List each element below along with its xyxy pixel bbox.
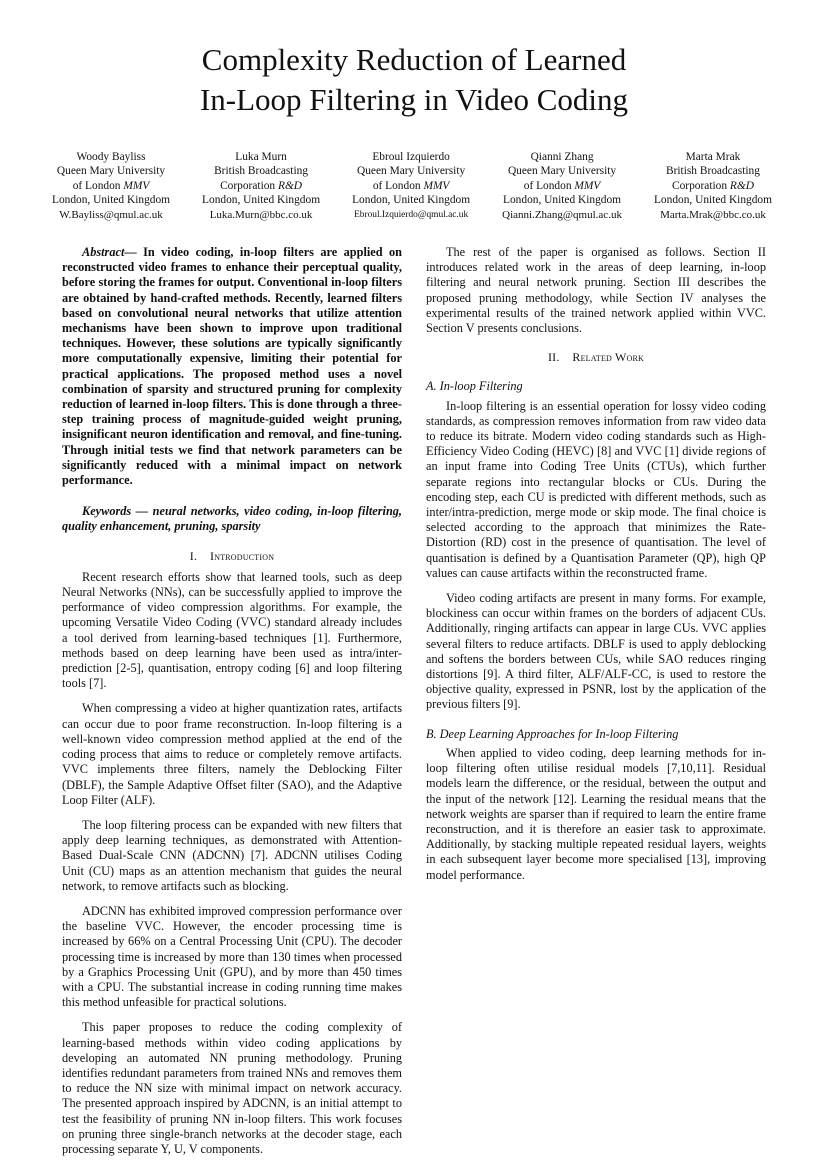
abstract: Abstract— In video coding, in-loop filters are applied on reconstructed video frames to enhance their perceptual quality, before storing the frames for output. Conventional in-loop filters are obtained by hand-crafted methods. Recently, learned filters based on convolutional neural networks that utilize attention mechanisms have been shown to improve upon traditional techniques. However, these solutions are typically significantly more computationally expensive, limiting their potential for practical applications. The proposed method uses a novel combination of sparsity and structured pruning for complexity reduction of learned in-loop filters. This is done through a three-step training process of magnitude-guided weight pruning, insignificant neuron identification and removal, and fine-tuning. Through initial tests we find that network parameters can be significantly reduced with a minimal impact on network performance. <box>62 245 402 488</box>
author-affiliation: Queen Mary University <box>507 165 617 178</box>
paper-title <box>0 40 828 120</box>
author-email[interactable]: Luka.Murn@bbc.co.uk <box>209 208 313 221</box>
author-3 <box>352 150 470 222</box>
left-column <box>62 245 402 1167</box>
intro-paragraph-5: This paper proposes to reduce the coding complexity of learning-based methods within video coding applications by developing an automated NN pruning methodology. Pruning identifies redundant parameters from trained NNs and removes them to reduce the NN size with minimal impact on network accuracy. The presented approach inspired by ADCNN, is an initial attempt to test the feasibility of pruning NN in-loop filters. This work focuses on pruning three single-branch networks at the decoder stage, each processing separate Y, U, V components. <box>62 1020 402 1156</box>
intro-paragraph-2: When compressing a video at higher quantization rates, artifacts can occur due to poor frame reconstruction. In-loop filtering is a well-known video compression method applied at the end of the coding process that aims to reduce or completely remove artifacts. VVC implements three filters, namely the Deblocking Filter (DBLF), the Sample Adaptive Offset filter (SAO), and the Adaptive Loop Filter (ALF). <box>62 701 402 807</box>
author-email[interactable]: Marta.Mrak@bbc.co.uk <box>660 208 766 221</box>
author-group: MMV <box>423 179 450 192</box>
author-name: Woody Bayliss <box>76 151 146 163</box>
author-affiliation-2: Corporation R&D <box>220 179 303 192</box>
subsection-heading-in-loop-filtering: A. In-loop Filtering <box>426 379 523 394</box>
in-loop-paragraph-2: Video coding artifacts are present in many forms. For example, blockiness can occur within frames on the borders of adjacent CUs. Additionally, ringing artifacts can appear in large CUs. VVC applies several filters to reduce artifacts. DBLF is used to apply deblocking and softens the borders between CUs, while SAO reduces ringing distortions [9]. A third filter, ALF/ALF-CC, is used to restore the objective quality, expressed in PSNR, lost by the application of the previous filters [9]. <box>426 591 766 712</box>
subsection-heading-deep-learning: B. Deep Learning Approaches for In-loop Filtering <box>426 726 679 741</box>
author-location: London, United Kingdom <box>352 194 471 207</box>
intro-paragraph-3: The loop filtering process can be expanded with new filters that apply deep learning techniques, as demonstrated with Attention-Based Dual-Scale CNN (ADCNN) [7]. ADCNN utilises Coding Unit (CU) maps as an attention mechanism that guides the neural network, to remove artifacts such as blocking. <box>62 817 402 893</box>
author-affiliation: Queen Mary University <box>56 165 166 178</box>
title-line-2: In-Loop Filtering in Video Coding <box>199 82 629 117</box>
author-name: Luka Murn <box>235 151 287 163</box>
keywords: Keywords — neural networks, video coding, in-loop filtering, quality enhancement, pruning, sparsity <box>62 504 402 534</box>
author-affiliation-2: Corporation R&D <box>672 179 754 192</box>
author-1 <box>52 150 170 222</box>
author-2 <box>202 150 320 222</box>
author-location: London, United Kingdom <box>202 194 321 207</box>
in-loop-paragraph-1: In-loop filtering is an essential operation for lossy video coding standards, as compression removes information from raw video data to reduce its bitrate. Modern video coding standards such as High-Efficiency Video Coding (HEVC) [8] and VVC [1] divide regions of an input frame into Coding Tree Units (CTUs), which further separate regions into rectangular blocks or CUs. During the encoding step, each CU is predicted with different methods, such as inter/intra-prediction, merge mode or skip mode. The final choice is selected according to the approach that minimizes the Rate-Distortion (RD) cost in the presence of quantisation. The level of quantisation is defined by a Quantisation Parameter (QP), high QP values can cause artifacts within the reconstructed frame. <box>426 398 766 580</box>
author-affiliation-2: of London MMV <box>523 179 601 192</box>
author-affiliation-2: of London MMV <box>72 179 150 192</box>
deep-learning-paragraph-1: When applied to video coding, deep learning methods for in-loop filtering often utilise residual models [7,10,11]. Residual models learn the difference, or the residual, between the output and the input of the network [12]. Learning the residual means that the network weights are sparser than if required to learn the entire frame reconstruction, and it is therefore an easier task to approximate. Additionally, by stacking multiple repeated residual layers, weights in each subsequent layer become more specialised [13], improving model performance. <box>426 745 766 882</box>
author-4 <box>502 150 622 222</box>
author-email[interactable]: W.Bayliss@qmul.ac.uk <box>59 208 163 221</box>
author-email[interactable]: Qianni.Zhang@qmul.ac.uk <box>502 208 622 221</box>
author-group: R&D <box>277 179 303 192</box>
author-name: Qianni Zhang <box>530 151 594 163</box>
author-email[interactable]: Ebroul.Izquierdo@qmul.ac.uk <box>354 209 469 220</box>
intro-paragraph-1: Recent research efforts show that learned tools, such as deep Neural Networks (NNs), can be successfully applied to improve the performance of video compression algorithms. For example, the upcoming Versatile Video Coding (VVC) standard already includes a tool derived from learning-based techniques [1]. Furthermore, methods based on deep learning have been used as intra/inter-prediction [2-5], quantisation, entropy coding [6] and loop filtering tools [7]. <box>62 569 402 691</box>
section-heading-introduction: I. Introduction <box>189 548 275 563</box>
section-heading-related-work: II. Related Work <box>547 350 645 365</box>
author-name: Ebroul Izquierdo <box>372 151 450 163</box>
author-group: R&D <box>729 179 754 192</box>
author-block <box>52 150 772 222</box>
author-name: Marta Mrak <box>685 151 741 163</box>
author-location: London, United Kingdom <box>503 194 622 207</box>
title-line-1: Complexity Reduction of Learned <box>201 42 627 77</box>
author-affiliation: British Broadcasting <box>665 165 760 178</box>
author-location: London, United Kingdom <box>52 194 171 207</box>
intro-paragraph-4: ADCNN has exhibited improved compression performance over the baseline VVC. However, the encoder processing time is increased by 66% on a Central Processing Unit (CPU). The decoder processing time is increased by more than 130 times when processed by a Graphics Processing Unit (GPU), and by more than 450 times with a CPU. The substantial increase in coding running time makes this method unfeasible for practical solutions. <box>62 903 402 1010</box>
author-affiliation: British Broadcasting <box>214 165 309 178</box>
author-location: London, United Kingdom <box>653 194 772 207</box>
author-affiliation: Queen Mary University <box>357 165 466 178</box>
author-affiliation-2: of London MMV <box>372 179 450 192</box>
right-column <box>426 245 766 893</box>
author-group: MMV <box>574 179 601 192</box>
author-5 <box>654 150 772 222</box>
author-group: MMV <box>123 179 150 192</box>
intro-paragraph-6: The rest of the paper is organised as follows. Section II introduces related work in the areas of deep learning, in-loop filtering and neural network pruning. Section III describes the proposed pruning methodology, while Section IV analyses the experimental results of the trained network applied within VVC. Section V presents conclusions. <box>426 245 766 336</box>
